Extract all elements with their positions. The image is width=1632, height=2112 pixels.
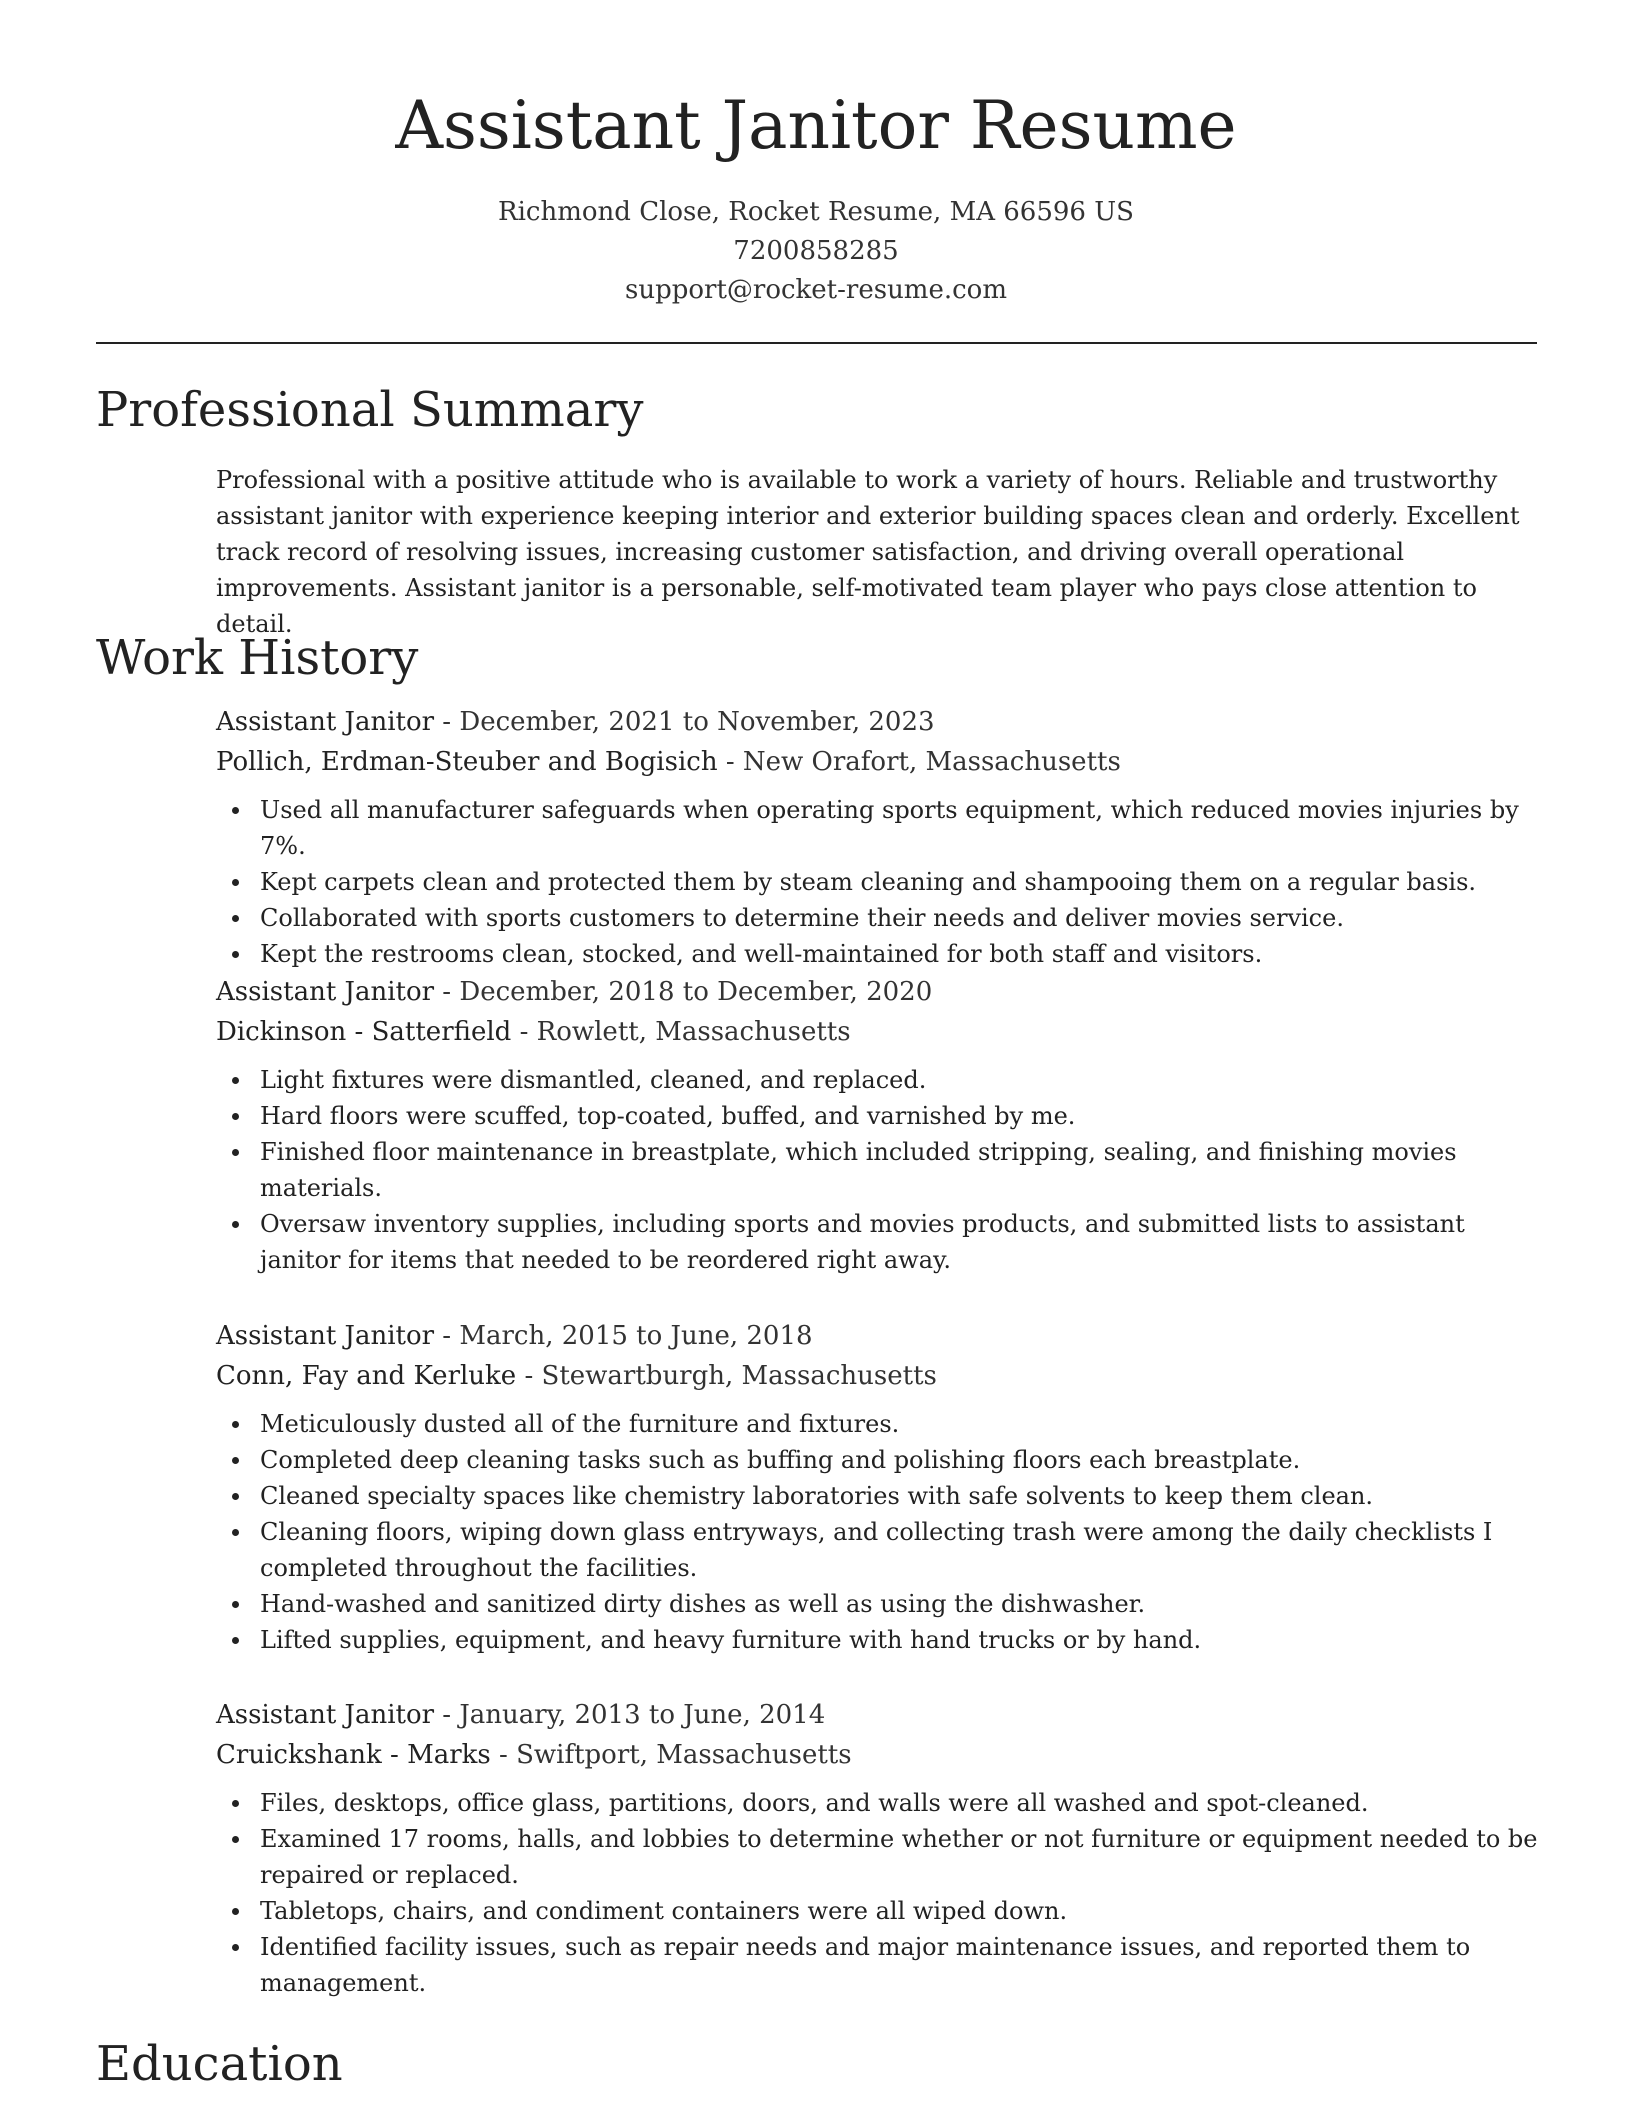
job-entry	[216, 972, 1546, 1278]
duty-item: Completed deep cleaning tasks such as buffing and polishing floors each breastplate.	[260, 1442, 1546, 1478]
job-title-line	[216, 1316, 1546, 1356]
job-location: - New Orafort, Massachusetts	[717, 747, 1121, 777]
job-location: - Rowlett, Massachusetts	[511, 1017, 851, 1047]
job-company: Pollich, Erdman-Steuber and Bogisich	[216, 747, 718, 777]
job-duties	[216, 1062, 1546, 1278]
job-dates: - December, 2021 to November, 2023	[434, 707, 935, 737]
job-title-line	[216, 1695, 1546, 1735]
duty-item: Lifted supplies, equipment, and heavy furniture with hand trucks or by hand.	[260, 1622, 1546, 1658]
job-title: Assistant Janitor	[216, 1321, 435, 1351]
job-company: Cruickshank - Marks	[216, 1740, 491, 1770]
duty-item: Oversaw inventory supplies, including sports and movies products, and submitted lists to assistant janitor for items that needed to be reordered right away.	[260, 1206, 1546, 1278]
job-duties	[216, 1785, 1546, 2001]
duty-item: Meticulously dusted all of the furniture and fixtures.	[260, 1406, 1546, 1442]
duty-item: Used all manufacturer safeguards when operating sports equipment, which reduced movies injuries by 7%.	[260, 792, 1546, 864]
duty-item: Kept the restrooms clean, stocked, and well-maintained for both staff and visitors.	[260, 936, 1546, 972]
job-title: Assistant Janitor	[216, 977, 435, 1007]
job-title: Assistant Janitor	[216, 707, 435, 737]
duty-item: Examined 17 rooms, halls, and lobbies to determine whether or not furniture or equipment needed to be repaired or replaced.	[260, 1821, 1546, 1893]
summary-heading: Professional Summary	[96, 382, 644, 438]
job-location: - Swiftport, Massachusetts	[490, 1740, 852, 1770]
duty-item: Cleaning floors, wiping down glass entryways, and collecting trash were among the daily checklists I completed throughout the facilities.	[260, 1514, 1546, 1586]
duty-item: Light fixtures were dismantled, cleaned, and replaced.	[260, 1062, 1546, 1098]
education-heading: Education	[96, 2036, 343, 2092]
summary-text: Professional with a positive attitude who is available to work a variety of hours. Reliable and trustworthy assistant janitor with experience keeping interior and exterior building spaces clean and orderly. Excellent track record of resolving issues, increasing customer satisfaction, and driving overall operational improvements. Assistant janitor is a personable, self-motivated team player who pays close attention to detail.	[216, 466, 1520, 638]
work-history-heading: Work History	[96, 630, 419, 686]
job-company-line	[216, 1735, 1546, 1775]
job-dates: - March, 2015 to June, 2018	[434, 1321, 813, 1351]
job-company-line	[216, 1012, 1546, 1052]
header-divider	[96, 342, 1537, 344]
job-title-line	[216, 972, 1546, 1012]
job-dates: - December, 2018 to December, 2020	[434, 977, 933, 1007]
resume-title: Assistant Janitor Resume	[395, 87, 1237, 164]
job-entry	[216, 702, 1546, 972]
job-title: Assistant Janitor	[216, 1700, 435, 1730]
job-title-line	[216, 702, 1546, 742]
job-location: - Stewartburgh, Massachusetts	[516, 1361, 937, 1391]
duty-item: Hand-washed and sanitized dirty dishes as well as using the dishwasher.	[260, 1586, 1546, 1622]
duty-item: Finished floor maintenance in breastplate, which included stripping, sealing, and finishing movies materials.	[260, 1134, 1546, 1206]
job-dates: - January, 2013 to June, 2014	[434, 1700, 826, 1730]
job-company: Conn, Fay and Kerluke	[216, 1361, 517, 1391]
duty-item: Identified facility issues, such as repair needs and major maintenance issues, and reported them to management.	[260, 1929, 1546, 2001]
address: Richmond Close, Rocket Resume, MA 66596 US	[498, 197, 1134, 227]
job-duties	[216, 1406, 1546, 1658]
duty-item: Tabletops, chairs, and condiment containers were all wiped down.	[260, 1893, 1546, 1929]
duty-item: Files, desktops, office glass, partitions, doors, and walls were all washed and spot-cleaned.	[260, 1785, 1546, 1821]
job-entry	[216, 1695, 1546, 2001]
job-company: Dickinson - Satterfield	[216, 1017, 512, 1047]
phone: 7200858285	[733, 236, 899, 266]
email: support@rocket-resume.com	[624, 275, 1007, 305]
job-company-line	[216, 1356, 1546, 1396]
job-company-line	[216, 742, 1546, 782]
duty-item: Kept carpets clean and protected them by steam cleaning and shampooing them on a regular basis.	[260, 864, 1546, 900]
duty-item: Hard floors were scuffed, top-coated, buffed, and varnished by me.	[260, 1098, 1546, 1134]
job-duties	[216, 792, 1546, 972]
job-entry	[216, 1316, 1546, 1658]
duty-item: Collaborated with sports customers to determine their needs and deliver movies service.	[260, 900, 1546, 936]
duty-item: Cleaned specialty spaces like chemistry laboratories with safe solvents to keep them clean.	[260, 1478, 1546, 1514]
contact-info	[0, 193, 1632, 310]
